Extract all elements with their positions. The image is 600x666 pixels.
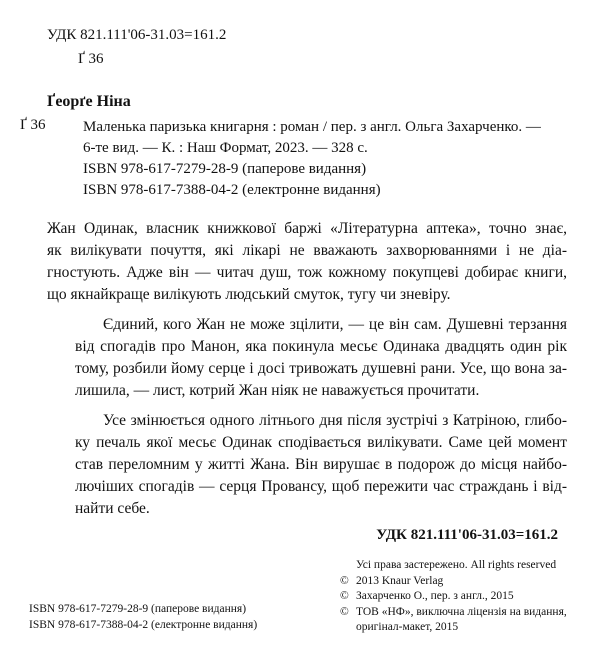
bib-edition-line: 6-те вид. — К. : Наш Формат, 2023. — 328 с. (83, 140, 368, 156)
bib-isbn-electronic: ISBN 978-617-7388-04-2 (електронне видання) (83, 182, 381, 198)
annotation-line: від спогадів про Манон, яка покинула месьє Одинака двадцять один рік (75, 338, 567, 355)
copyright-icon: © (340, 605, 349, 618)
annotation-line: Усе змінюється одного літнього дня після зустрічі з Катріною, глибо- (103, 412, 567, 429)
annotation-line: Жан Одинак, власник книжкової баржі «Літературна аптека», точно знає, (47, 220, 567, 237)
author-sign: Ґ 36 (78, 51, 104, 67)
isbn-print: ISBN 978-617-7279-28-9 (паперове видання) (29, 603, 247, 615)
isbn-electronic: ISBN 978-617-7388-04-2 (електронне видання) (29, 618, 258, 631)
author-sign-inline: Ґ 36 (20, 117, 46, 133)
copyright-holder: 2013 Knaur Verlag (356, 574, 444, 587)
bib-title-line: Маленька паризька книгарня : роман / пер. з англ. Ольга Захарченко. — (83, 119, 541, 135)
annotation-line: Єдиний, кого Жан не може зцілити, — це він сам. Душевні терзання (103, 316, 567, 333)
copyright-holder: ТОВ «НФ», виключна ліцензія на видання, (356, 605, 567, 618)
annotation-line: гностують. Адже він — читач душ, тож кожному покупцеві добирає книги, (47, 264, 567, 281)
annotation-paragraph-3 (47, 410, 567, 520)
author-name: Ґеорґе Ніна (47, 93, 131, 110)
bib-isbn-print: ISBN 978-617-7279-28-9 (паперове видання) (83, 161, 367, 177)
annotation-text (47, 218, 567, 520)
copyright-holder: Захарченко О., пер. з англ., 2015 (356, 590, 514, 602)
udk-code-bottom: УДК 821.111'06-31.03=161.2 (376, 527, 558, 543)
annotation-line: лишила, — лист, котрий Жан ніяк не наважується прочитати. (75, 382, 480, 399)
annotation-line: що якнайкраще вилікують людський смуток, тугу чи зневіру. (47, 286, 451, 303)
copyright-line (340, 574, 590, 590)
annotation-paragraph-2 (47, 314, 567, 402)
copyright-block (340, 558, 590, 636)
copyright-holder-cont: оригінал-макет, 2015 (356, 621, 459, 633)
copyright-line (340, 605, 590, 621)
rights-reserved: Усі права застережено. All rights reserved (356, 559, 557, 571)
annotation-line: лючіших спогадів — серця Провансу, щоб пережити час страждань і від- (75, 478, 567, 495)
isbn-block (29, 602, 257, 633)
copyright-icon: © (340, 590, 349, 602)
udk-code: УДК 821.111'06-31.03=161.2 (47, 27, 227, 43)
annotation-line: найти себе. (75, 500, 150, 517)
annotation-line: став переломним у житті Жана. Він вирушає в подорож до місця найбо- (75, 456, 567, 473)
copyright-line (340, 589, 590, 605)
annotation-line: тому, розбили йому серце і досі тривожать душевні рани. Усе, що вона за- (75, 360, 567, 377)
annotation-line: ку печаль якої месьє Одинак сподівається вилікувати. Саме цей момент (75, 434, 567, 451)
copyright-icon: © (340, 574, 349, 587)
annotation-paragraph-1 (47, 218, 567, 306)
bibliographic-description (47, 117, 541, 201)
annotation-line: як вилікувати почуття, які лікарі не вважають захворюваннями і не діа- (47, 242, 567, 259)
